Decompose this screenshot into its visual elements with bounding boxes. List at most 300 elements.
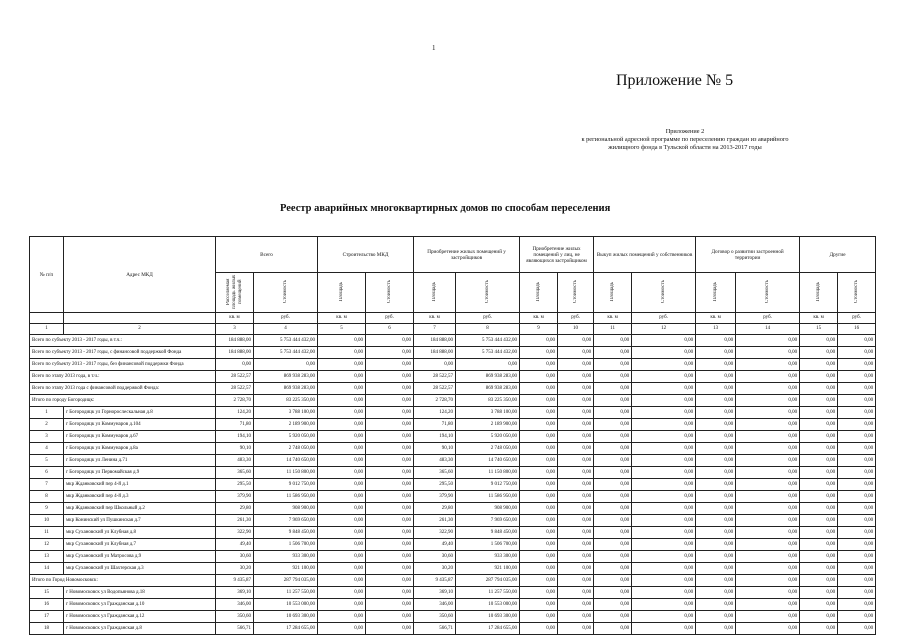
construction-cost: 0,00 xyxy=(366,455,414,467)
territory-cost: 0,00 xyxy=(736,587,800,599)
purchase-other-area: 0,00 xyxy=(520,611,558,623)
purchase-other-area: 0,00 xyxy=(520,587,558,599)
purchase-dev-area: 261,30 xyxy=(414,515,456,527)
purchase-dev-cost: 7 969 650,00 xyxy=(456,515,520,527)
buyout-cost: 0,00 xyxy=(632,431,696,443)
purchase-other-area: 0,00 xyxy=(520,599,558,611)
total-cost: 2 748 050,00 xyxy=(254,443,318,455)
purchase-dev-cost: 869 938 283,00 xyxy=(456,371,520,383)
purchase-other-area: 0,00 xyxy=(520,563,558,575)
buyout-area: 0,00 xyxy=(594,347,632,359)
total-area: 124,20 xyxy=(216,407,254,419)
other-cost: 0,00 xyxy=(838,347,876,359)
territory-area: 0,00 xyxy=(696,383,736,395)
other-area: 0,00 xyxy=(800,491,838,503)
header-purchase-other: Приобретение жилых помещений у лиц, не являющихся застройщиком xyxy=(520,237,594,273)
column-number: 9 xyxy=(520,324,558,335)
total-cost: 3 788 100,00 xyxy=(254,407,318,419)
purchase-other-area: 0,00 xyxy=(520,479,558,491)
row-label: Всего по этапу 2013 года, в т.ч.: xyxy=(30,371,216,383)
row-address: мкр Жданковский пер 4-й д.3 xyxy=(64,491,216,503)
purchase-dev-area: 322,90 xyxy=(414,527,456,539)
purchase-dev-area: 295,50 xyxy=(414,479,456,491)
unit-cost: руб. xyxy=(558,313,594,324)
row-number: 18 xyxy=(30,623,64,635)
header-area: Площадь xyxy=(535,281,541,302)
subtitle-line: жилищного фонда в Тульской области на 2013-2017 годы xyxy=(608,144,762,151)
total-area: 184 888,00 xyxy=(216,347,254,359)
territory-cost: 0,00 xyxy=(736,467,800,479)
construction-area: 0,00 xyxy=(318,443,366,455)
other-cost: 0,00 xyxy=(838,611,876,623)
purchase-dev-cost: 908 900,00 xyxy=(456,503,520,515)
construction-cost: 0,00 xyxy=(366,491,414,503)
total-cost: 11 586 950,00 xyxy=(254,491,318,503)
purchase-dev-area: 30,20 xyxy=(414,563,456,575)
purchase-other-cost: 0,00 xyxy=(558,419,594,431)
total-area: 28 522,57 xyxy=(216,371,254,383)
construction-area: 0,00 xyxy=(318,407,366,419)
table-row xyxy=(30,347,876,359)
construction-area: 0,00 xyxy=(318,383,366,395)
row-number: 10 xyxy=(30,515,64,527)
table-row xyxy=(30,539,876,551)
row-address: мкр Сухановский ул Матросова д.9 xyxy=(64,551,216,563)
total-cost: 933 300,00 xyxy=(254,551,318,563)
total-cost: 11 257 550,00 xyxy=(254,587,318,599)
territory-area: 0,00 xyxy=(696,563,736,575)
territory-cost: 0,00 xyxy=(736,419,800,431)
row-address: г Богородицк ул Ленина д.71 xyxy=(64,455,216,467)
total-area: 71,80 xyxy=(216,419,254,431)
other-area: 0,00 xyxy=(800,563,838,575)
construction-area: 0,00 xyxy=(318,347,366,359)
total-cost: 869 938 283,00 xyxy=(254,371,318,383)
construction-area: 0,00 xyxy=(318,419,366,431)
purchase-other-area: 0,00 xyxy=(520,419,558,431)
purchase-dev-cost: 14 740 650,00 xyxy=(456,455,520,467)
buyout-cost: 0,00 xyxy=(632,455,696,467)
column-number: 15 xyxy=(800,324,838,335)
purchase-other-cost: 0,00 xyxy=(558,539,594,551)
other-cost: 0,00 xyxy=(838,599,876,611)
row-number: 3 xyxy=(30,431,64,443)
annex-subtitle xyxy=(540,128,830,152)
territory-area: 0,00 xyxy=(696,515,736,527)
construction-area: 0,00 xyxy=(318,431,366,443)
column-number: 11 xyxy=(594,324,632,335)
total-area: 2 728,70 xyxy=(216,395,254,407)
header-total: Всего xyxy=(216,237,318,273)
purchase-other-area: 0,00 xyxy=(520,383,558,395)
buyout-area: 0,00 xyxy=(594,359,632,371)
buyout-cost: 0,00 xyxy=(632,575,696,587)
other-area: 0,00 xyxy=(800,551,838,563)
row-label: Всего по субъекту 2013 - 2017 годы, с финансовой поддержкой Фонда xyxy=(30,347,216,359)
purchase-other-area: 0,00 xyxy=(520,623,558,635)
row-address: г Новомосковск ул Водопьянова д.18 xyxy=(64,587,216,599)
territory-area: 0,00 xyxy=(696,491,736,503)
register-table xyxy=(29,236,876,635)
other-cost: 0,00 xyxy=(838,563,876,575)
annex-title: Приложение № 5 xyxy=(616,72,734,89)
purchase-other-cost: 0,00 xyxy=(558,491,594,503)
other-cost: 0,00 xyxy=(838,575,876,587)
column-number: 4 xyxy=(254,324,318,335)
total-area: 184 888,00 xyxy=(216,335,254,347)
construction-area: 0,00 xyxy=(318,623,366,635)
other-area: 0,00 xyxy=(800,527,838,539)
buyout-cost: 0,00 xyxy=(632,383,696,395)
construction-area: 0,00 xyxy=(318,503,366,515)
row-address: г Богородицк ул Горнорослескальная д.8 xyxy=(64,407,216,419)
buyout-cost: 0,00 xyxy=(632,419,696,431)
row-number: 6 xyxy=(30,467,64,479)
total-cost: 5 753 444 432,00 xyxy=(254,347,318,359)
total-cost: 5 920 050,00 xyxy=(254,431,318,443)
purchase-dev-area: 184 888,00 xyxy=(414,347,456,359)
column-number: 5 xyxy=(318,324,366,335)
construction-cost: 0,00 xyxy=(366,623,414,635)
total-area: 369,10 xyxy=(216,587,254,599)
unit-cost: руб. xyxy=(736,313,800,324)
purchase-other-area: 0,00 xyxy=(520,491,558,503)
other-area: 0,00 xyxy=(800,335,838,347)
construction-cost: 0,00 xyxy=(366,479,414,491)
header-resettled-area: Расселяемая площадь жилых помещений xyxy=(225,274,243,309)
row-number: 5 xyxy=(30,455,64,467)
territory-cost: 0,00 xyxy=(736,347,800,359)
territory-area: 0,00 xyxy=(696,551,736,563)
other-area: 0,00 xyxy=(800,503,838,515)
purchase-other-area: 0,00 xyxy=(520,575,558,587)
buyout-area: 0,00 xyxy=(594,623,632,635)
territory-cost: 0,00 xyxy=(736,539,800,551)
header-area: Площадь xyxy=(431,281,437,302)
territory-area: 0,00 xyxy=(696,371,736,383)
row-address: мкр Жданковский пер 4-й д.1 xyxy=(64,479,216,491)
purchase-dev-area: 71,80 xyxy=(414,419,456,431)
header-construction: Строительство МКД xyxy=(318,237,414,273)
construction-cost: 0,00 xyxy=(366,395,414,407)
row-label: Всего по этапу 2013 года с финансовой поддержкой Фонда: xyxy=(30,383,216,395)
purchase-dev-cost: 933 300,00 xyxy=(456,551,520,563)
register-title: Реестр аварийных многоквартирных домов по способам переселения xyxy=(280,203,611,214)
purchase-dev-cost: 287 794 035,00 xyxy=(456,575,520,587)
construction-cost: 0,00 xyxy=(366,347,414,359)
purchase-dev-cost: 869 938 283,00 xyxy=(456,383,520,395)
other-area: 0,00 xyxy=(800,479,838,491)
construction-area: 0,00 xyxy=(318,599,366,611)
purchase-dev-cost: 9 848 450,00 xyxy=(456,527,520,539)
purchase-dev-cost: 0,00 xyxy=(456,359,520,371)
total-cost: 908 900,00 xyxy=(254,503,318,515)
purchase-dev-cost: 2 748 050,00 xyxy=(456,443,520,455)
buyout-cost: 0,00 xyxy=(632,407,696,419)
buyout-area: 0,00 xyxy=(594,539,632,551)
total-area: 346,00 xyxy=(216,599,254,611)
total-area: 350,60 xyxy=(216,611,254,623)
purchase-other-cost: 0,00 xyxy=(558,455,594,467)
buyout-area: 0,00 xyxy=(594,587,632,599)
purchase-other-cost: 0,00 xyxy=(558,563,594,575)
buyout-area: 0,00 xyxy=(594,407,632,419)
table-row xyxy=(30,359,876,371)
row-label: Итого по городу Богородицк: xyxy=(30,395,216,407)
header-address: Адрес МКД xyxy=(64,237,216,313)
buyout-area: 0,00 xyxy=(594,455,632,467)
territory-cost: 0,00 xyxy=(736,455,800,467)
header-area: Площадь xyxy=(815,281,821,302)
total-area: 379,90 xyxy=(216,491,254,503)
buyout-cost: 0,00 xyxy=(632,479,696,491)
unit-cost: руб. xyxy=(632,313,696,324)
table-row xyxy=(30,527,876,539)
other-area: 0,00 xyxy=(800,407,838,419)
other-area: 0,00 xyxy=(800,455,838,467)
territory-cost: 0,00 xyxy=(736,551,800,563)
purchase-dev-area: 90,10 xyxy=(414,443,456,455)
other-area: 0,00 xyxy=(800,419,838,431)
table-row xyxy=(30,443,876,455)
territory-cost: 0,00 xyxy=(736,335,800,347)
row-address: г Новомосковск ул Гражданская д.12 xyxy=(64,611,216,623)
territory-cost: 0,00 xyxy=(736,623,800,635)
header-cost: Стоимость xyxy=(764,279,770,304)
page-number: 1 xyxy=(432,44,436,52)
construction-area: 0,00 xyxy=(318,587,366,599)
purchase-other-area: 0,00 xyxy=(520,515,558,527)
construction-area: 0,00 xyxy=(318,335,366,347)
row-address: мкр Жданковский пер Школьный д.2 xyxy=(64,503,216,515)
buyout-area: 0,00 xyxy=(594,551,632,563)
header-cost: Стоимость xyxy=(484,279,490,304)
territory-cost: 0,00 xyxy=(736,395,800,407)
purchase-other-area: 0,00 xyxy=(520,503,558,515)
unit-area: кв. м xyxy=(696,313,736,324)
purchase-dev-area: 0,00 xyxy=(414,359,456,371)
row-number: 11 xyxy=(30,527,64,539)
buyout-area: 0,00 xyxy=(594,431,632,443)
table-row xyxy=(30,599,876,611)
buyout-cost: 0,00 xyxy=(632,491,696,503)
construction-cost: 0,00 xyxy=(366,443,414,455)
purchase-other-area: 0,00 xyxy=(520,359,558,371)
total-area: 261,30 xyxy=(216,515,254,527)
construction-area: 0,00 xyxy=(318,491,366,503)
total-cost: 5 753 444 432,00 xyxy=(254,335,318,347)
row-address: мкр Сухановский ул Шахтерская д.3 xyxy=(64,563,216,575)
row-address: г Новомосковск ул Гражданская д.8 xyxy=(64,623,216,635)
construction-cost: 0,00 xyxy=(366,563,414,575)
total-area: 194,10 xyxy=(216,431,254,443)
purchase-other-cost: 0,00 xyxy=(558,443,594,455)
territory-area: 0,00 xyxy=(696,443,736,455)
row-number: 12 xyxy=(30,539,64,551)
purchase-other-area: 0,00 xyxy=(520,455,558,467)
construction-area: 0,00 xyxy=(318,575,366,587)
purchase-dev-cost: 2 189 900,00 xyxy=(456,419,520,431)
purchase-dev-cost: 921 100,00 xyxy=(456,563,520,575)
purchase-dev-cost: 1 506 700,00 xyxy=(456,539,520,551)
purchase-other-cost: 0,00 xyxy=(558,395,594,407)
territory-cost: 0,00 xyxy=(736,527,800,539)
total-area: 90,10 xyxy=(216,443,254,455)
total-cost: 10 693 300,00 xyxy=(254,611,318,623)
construction-cost: 0,00 xyxy=(366,335,414,347)
other-cost: 0,00 xyxy=(838,455,876,467)
column-number: 10 xyxy=(558,324,594,335)
column-number: 7 xyxy=(414,324,456,335)
buyout-cost: 0,00 xyxy=(632,359,696,371)
purchase-other-cost: 0,00 xyxy=(558,479,594,491)
buyout-cost: 0,00 xyxy=(632,467,696,479)
other-cost: 0,00 xyxy=(838,395,876,407)
table-row xyxy=(30,467,876,479)
other-area: 0,00 xyxy=(800,623,838,635)
other-area: 0,00 xyxy=(800,539,838,551)
purchase-other-cost: 0,00 xyxy=(558,383,594,395)
total-area: 483,30 xyxy=(216,455,254,467)
purchase-dev-area: 346,00 xyxy=(414,599,456,611)
purchase-other-cost: 0,00 xyxy=(558,611,594,623)
purchase-dev-area: 28 522,57 xyxy=(414,371,456,383)
other-cost: 0,00 xyxy=(838,467,876,479)
unit-area: кв. м xyxy=(800,313,838,324)
row-number: 9 xyxy=(30,503,64,515)
unit-cell xyxy=(64,313,216,324)
total-cost: 1 506 700,00 xyxy=(254,539,318,551)
territory-area: 0,00 xyxy=(696,587,736,599)
purchase-other-area: 0,00 xyxy=(520,395,558,407)
buyout-area: 0,00 xyxy=(594,527,632,539)
row-address: г Богородицк ул Первомайская д.9 xyxy=(64,467,216,479)
row-number: 7 xyxy=(30,479,64,491)
purchase-dev-cost: 9 012 750,00 xyxy=(456,479,520,491)
purchase-other-area: 0,00 xyxy=(520,551,558,563)
territory-cost: 0,00 xyxy=(736,491,800,503)
table-row xyxy=(30,515,876,527)
other-cost: 0,00 xyxy=(838,623,876,635)
other-area: 0,00 xyxy=(800,515,838,527)
buyout-cost: 0,00 xyxy=(632,371,696,383)
territory-area: 0,00 xyxy=(696,527,736,539)
row-number: 2 xyxy=(30,419,64,431)
table-row xyxy=(30,431,876,443)
territory-cost: 0,00 xyxy=(736,563,800,575)
total-area: 9 435,87 xyxy=(216,575,254,587)
other-cost: 0,00 xyxy=(838,551,876,563)
territory-area: 0,00 xyxy=(696,479,736,491)
column-number: 6 xyxy=(366,324,414,335)
construction-area: 0,00 xyxy=(318,455,366,467)
other-area: 0,00 xyxy=(800,611,838,623)
other-area: 0,00 xyxy=(800,599,838,611)
buyout-area: 0,00 xyxy=(594,611,632,623)
other-cost: 0,00 xyxy=(838,371,876,383)
other-cost: 0,00 xyxy=(838,419,876,431)
total-cost: 10 553 000,00 xyxy=(254,599,318,611)
other-area: 0,00 xyxy=(800,347,838,359)
buyout-area: 0,00 xyxy=(594,335,632,347)
table-row xyxy=(30,551,876,563)
other-cost: 0,00 xyxy=(838,335,876,347)
purchase-other-cost: 0,00 xyxy=(558,371,594,383)
purchase-other-cost: 0,00 xyxy=(558,467,594,479)
territory-cost: 0,00 xyxy=(736,503,800,515)
total-area: 0,00 xyxy=(216,359,254,371)
buyout-area: 0,00 xyxy=(594,443,632,455)
construction-cost: 0,00 xyxy=(366,515,414,527)
other-cost: 0,00 xyxy=(838,587,876,599)
table-row xyxy=(30,383,876,395)
territory-cost: 0,00 xyxy=(736,479,800,491)
purchase-other-cost: 0,00 xyxy=(558,407,594,419)
other-cost: 0,00 xyxy=(838,515,876,527)
territory-cost: 0,00 xyxy=(736,383,800,395)
header-cost: Стоимость xyxy=(572,279,578,304)
row-number: 8 xyxy=(30,491,64,503)
purchase-dev-cost: 5 753 444 432,00 xyxy=(456,347,520,359)
subtitle-line: Приложение 2 xyxy=(665,128,705,135)
territory-cost: 0,00 xyxy=(736,599,800,611)
construction-area: 0,00 xyxy=(318,359,366,371)
column-number: 3 xyxy=(216,324,254,335)
construction-cost: 0,00 xyxy=(366,527,414,539)
row-number: 14 xyxy=(30,563,64,575)
table-row xyxy=(30,395,876,407)
construction-cost: 0,00 xyxy=(366,551,414,563)
table-row xyxy=(30,455,876,467)
other-area: 0,00 xyxy=(800,443,838,455)
construction-area: 0,00 xyxy=(318,611,366,623)
purchase-dev-area: 184 888,00 xyxy=(414,335,456,347)
total-cost: 9 848 450,00 xyxy=(254,527,318,539)
row-number: 16 xyxy=(30,599,64,611)
buyout-area: 0,00 xyxy=(594,371,632,383)
buyout-area: 0,00 xyxy=(594,575,632,587)
total-cost: 14 740 650,00 xyxy=(254,455,318,467)
purchase-other-cost: 0,00 xyxy=(558,431,594,443)
buyout-area: 0,00 xyxy=(594,467,632,479)
other-area: 0,00 xyxy=(800,371,838,383)
purchase-other-area: 0,00 xyxy=(520,407,558,419)
table-row xyxy=(30,371,876,383)
buyout-area: 0,00 xyxy=(594,503,632,515)
other-area: 0,00 xyxy=(800,587,838,599)
total-area: 30,20 xyxy=(216,563,254,575)
table-row xyxy=(30,491,876,503)
header-other: Другие xyxy=(800,237,876,273)
unit-cell xyxy=(30,313,64,324)
purchase-dev-area: 194,10 xyxy=(414,431,456,443)
row-address: мкр Конинский ул Пушкинская д.7 xyxy=(64,515,216,527)
column-number: 14 xyxy=(736,324,800,335)
row-address: г Богородицк ул Коммунаров д.67 xyxy=(64,431,216,443)
construction-cost: 0,00 xyxy=(366,575,414,587)
row-address: мкр Сухановский ул Клубная д.8 xyxy=(64,527,216,539)
purchase-dev-cost: 10 553 000,00 xyxy=(456,599,520,611)
unit-area: кв. м xyxy=(520,313,558,324)
territory-area: 0,00 xyxy=(696,455,736,467)
row-number: 13 xyxy=(30,551,64,563)
total-cost: 287 794 035,00 xyxy=(254,575,318,587)
header-cost: Стоимость xyxy=(386,279,392,304)
construction-area: 0,00 xyxy=(318,539,366,551)
buyout-cost: 0,00 xyxy=(632,527,696,539)
buyout-cost: 0,00 xyxy=(632,563,696,575)
purchase-dev-area: 30,60 xyxy=(414,551,456,563)
